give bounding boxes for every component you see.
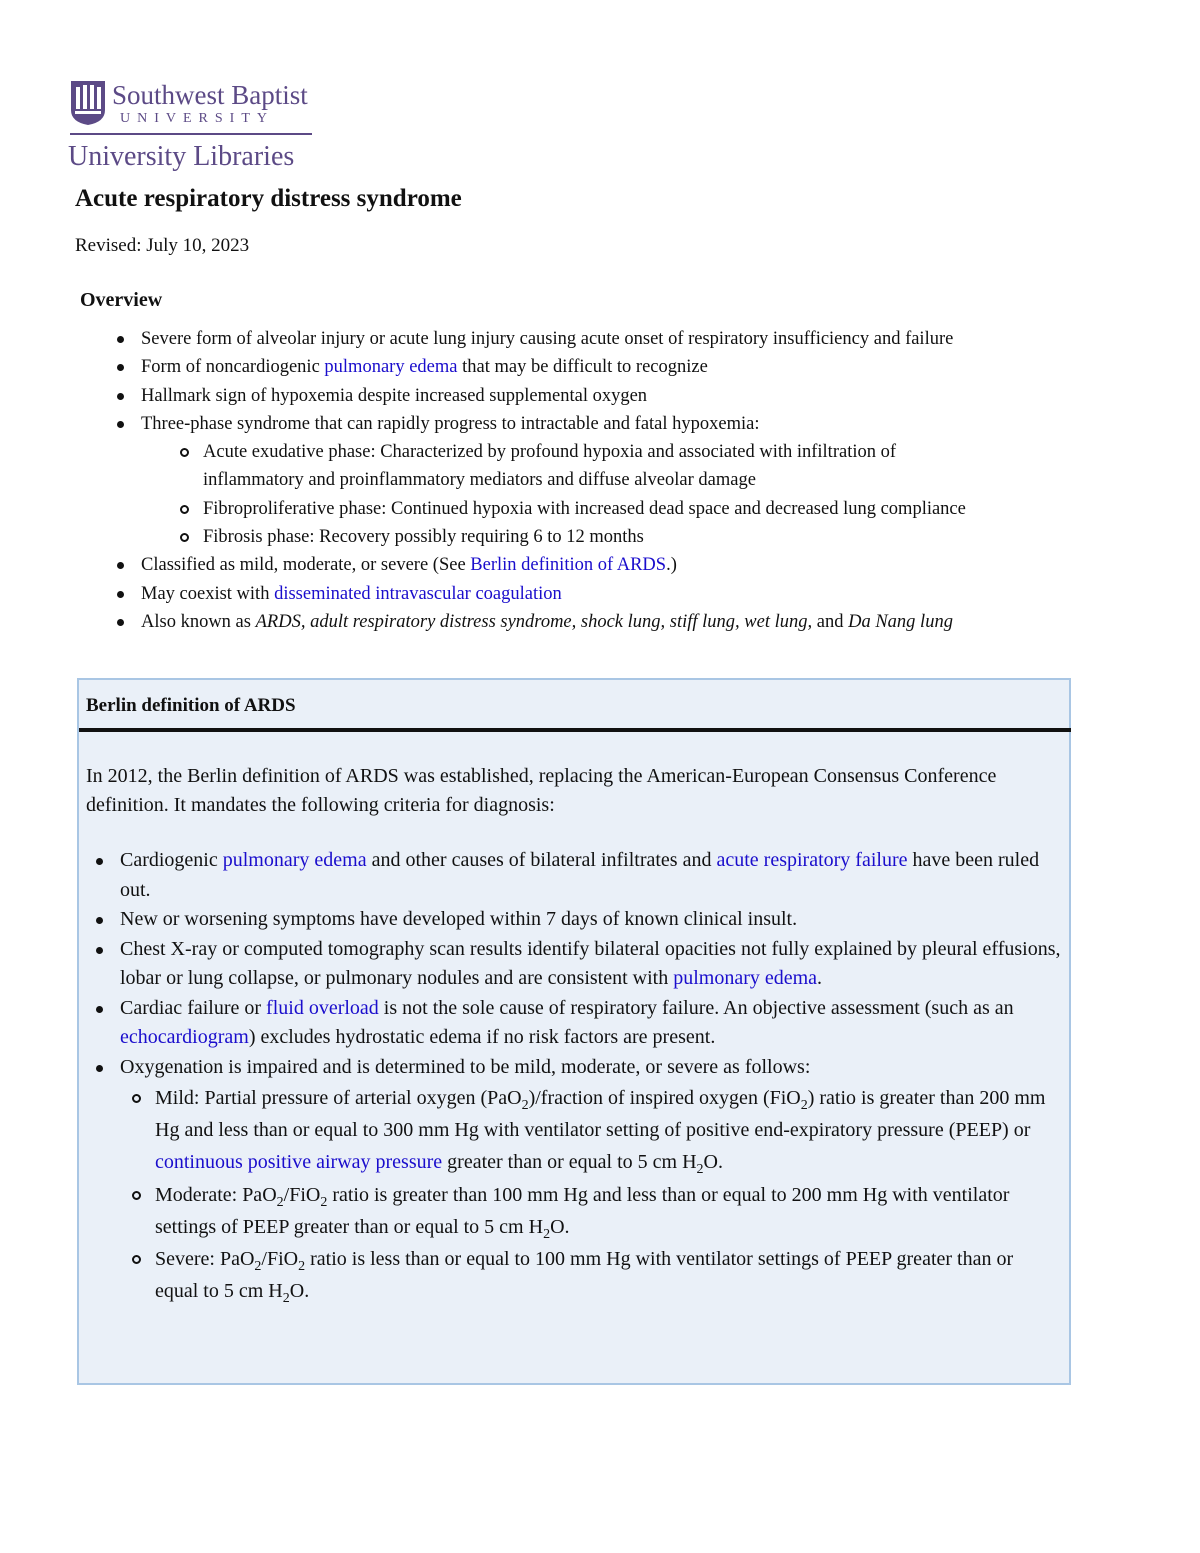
acute-respiratory-failure-link[interactable]: acute respiratory failure — [716, 849, 908, 871]
overview-heading: Overview — [80, 289, 163, 311]
overview-item: Also known as ARDS, adult respiratory distress syndrome, shock lung, stiff lung, wet lung, and Da Nang lung — [0, 608, 1200, 636]
logo-university-label: UNIVERSITY — [120, 111, 274, 126]
severity-item-severe: Severe: PaO$_2$/FiO$_2$ ratio is less than or equal to 100 mm Hg with ventilator settings of PEEP greater than or equal to 5 cm $H_2O$. — [79, 1243, 1069, 1307]
revised-date: Revised: July 10, 2023 — [75, 235, 250, 256]
criteria-item: New or worsening symptoms have developed within 7 days of known clinical insult. — [79, 905, 1069, 935]
logo-libraries-label: University Libraries — [68, 141, 295, 172]
criteria-item: Oxygenation is impaired and is determined to be mild, moderate, or severe as follows: — [79, 1053, 1069, 1083]
sbu-library-logo — [68, 78, 318, 178]
overview-item: Form of noncardiogenic pulmonary edema that may be difficult to recognize — [0, 353, 1200, 381]
phase-item: Acute exudative phase: Characterized by profound hypoxia and associated with infiltration of inflammatory and proinflammatory mediators and diffuse alveolar damage — [0, 438, 1200, 495]
overview-item: Severe form of alveolar injury or acute lung injury causing acute onset of respiratory insufficiency and failure — [0, 325, 1200, 353]
severity-item-mild: Mild: Partial pressure of arterial oxygen (PaO$_2$)/fraction of inspired oxygen (FiO$_2$) ratio is greater than 200 mm Hg and less than or equal to 300 mm Hg with ventilator setting of positive end-expiratory pressure (PEEP) or continuous positive airway pressure greater than or equal to 5 cm $H_2O$. — [79, 1082, 1069, 1179]
overview-item: Classified as mild, moderate, or severe (See Berlin definition of ARDS.) — [0, 551, 1200, 579]
berlin-box-title: Berlin definition of ARDS — [86, 695, 296, 716]
logo-university-name: Southwest Baptist — [112, 80, 308, 110]
berlin-definition-link[interactable]: Berlin definition of ARDS — [470, 555, 667, 576]
berlin-criteria-list — [79, 846, 1069, 1307]
logo-divider — [70, 133, 312, 135]
overview-item: Hallmark sign of hypoxemia despite increased supplemental oxygen — [0, 382, 1200, 410]
overview-item: May coexist with disseminated intravascular coagulation — [0, 580, 1200, 608]
severity-item-moderate: Moderate: PaO$_2$/FiO$_2$ ratio is greater than 100 mm Hg and less than or equal to 200 mm Hg with ventilator settings of PEEP greater than or equal to 5 cm $H_2O$. — [79, 1179, 1069, 1243]
pulmonary-edema-link[interactable]: pulmonary edema — [222, 849, 367, 871]
phase-item: Fibroproliferative phase: Continued hypoxia with increased dead space and decreased lung compliance — [0, 495, 1200, 523]
berlin-box-divider — [79, 728, 1071, 732]
overview-list — [0, 325, 1200, 636]
criteria-item: Cardiogenic pulmonary edema and other causes of bilateral infiltrates and acute respiratory failure have been ruled out. — [79, 846, 1069, 905]
berlin-definition-box — [77, 678, 1071, 1385]
berlin-intro: In 2012, the Berlin definition of ARDS was established, replacing the American-European Consensus Conference definition. It mandates the following criteria for diagnosis: — [86, 765, 997, 816]
phase-item: Fibrosis phase: Recovery possibly requiring 6 to 12 months — [0, 523, 1200, 551]
fluid-overload-link[interactable]: fluid overload — [266, 996, 379, 1019]
page-title: Acute respiratory distress syndrome — [75, 185, 462, 212]
criteria-item: Cardiac failure or fluid overload is not the sole cause of respiratory failure. An objective assessment (such as an echocardiogram) excludes hydrostatic edema if no risk factors are present. — [79, 994, 1069, 1053]
overview-item: Three-phase syndrome that can rapidly progress to intractable and fatal hypoxemia: — [0, 410, 1200, 438]
dic-link[interactable]: disseminated intravascular coagulation — [274, 583, 562, 604]
cpap-link[interactable]: continuous positive airway pressure — [155, 1151, 443, 1174]
echocardiogram-link[interactable]: echocardiogram — [120, 1026, 249, 1048]
criteria-item: Chest X-ray or computed tomography scan results identify bilateral opacities not fully explained by pleural effusions, lobar or lung collapse, or pulmonary nodules and are consistent with pulmonary edema. — [79, 935, 1069, 994]
shield-tower-icon — [70, 80, 106, 126]
pulmonary-edema-link[interactable]: pulmonary edema — [324, 357, 458, 378]
pulmonary-edema-link[interactable]: pulmonary edema — [673, 967, 818, 989]
